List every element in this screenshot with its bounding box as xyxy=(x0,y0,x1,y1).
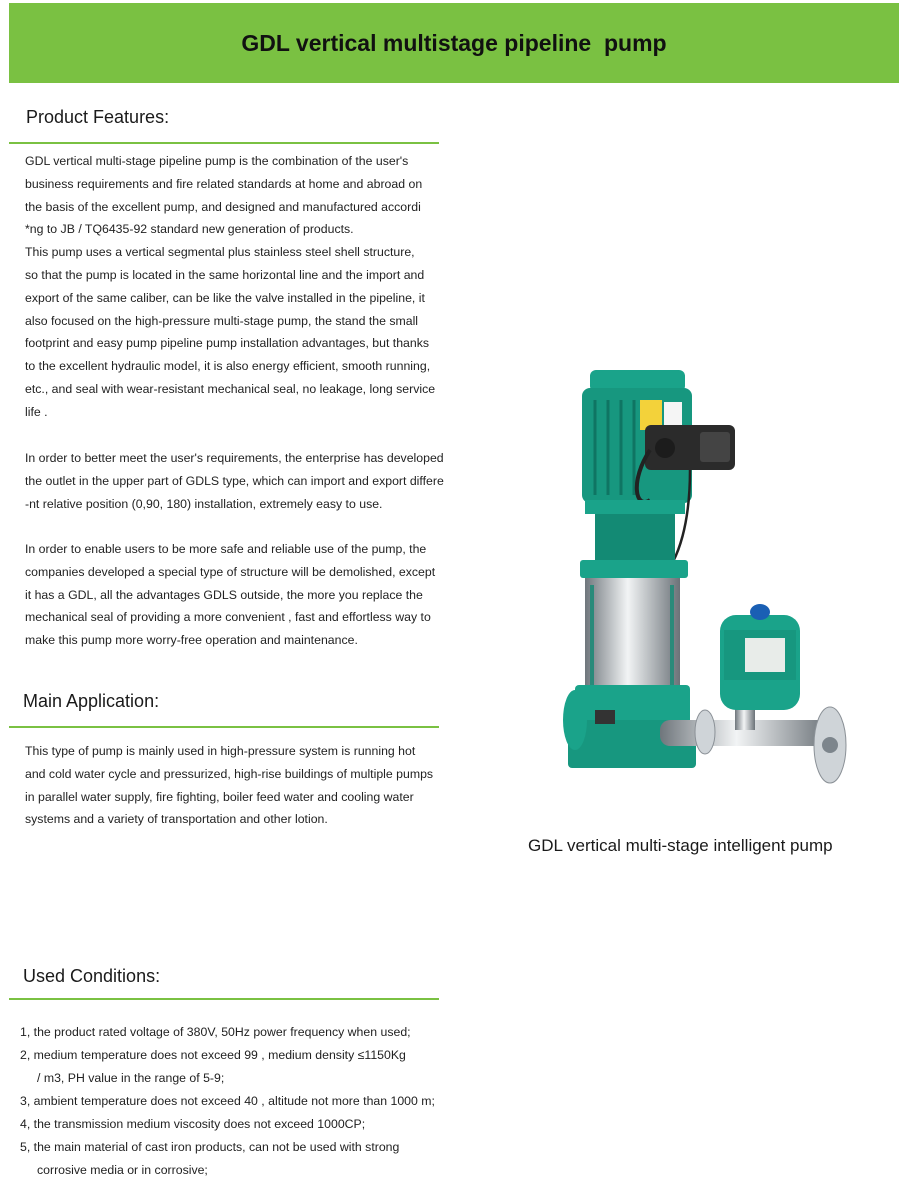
features-text-2 xyxy=(25,447,475,515)
pump-image-caption: GDL vertical multi-stage intelligent pump xyxy=(528,836,833,855)
condition-item-continuation: corrosive media or in corrosive; xyxy=(37,1163,208,1177)
application-heading: Main Application: xyxy=(23,691,160,711)
text-line: the basis of the excellent pump, and designed and manufactured accordi xyxy=(25,199,421,214)
text-line: make this pump more worry-free operation and maintenance. xyxy=(25,633,358,648)
text-line: etc., and seal with wear-resistant mechanical seal, no leakage, long service xyxy=(25,381,436,396)
text-line: In order to better meet the user's requirements, the enterprise has developed xyxy=(25,451,444,465)
condition-item-continuation: / m3, PH value in the range of 5-9; xyxy=(37,1071,225,1085)
condition-item: 5, the main material of cast iron products, can not be used with strong xyxy=(20,1140,400,1154)
condition-item: 2, medium temperature does not exceed 99 , medium density ≤1150Kg xyxy=(20,1048,406,1062)
features-paragraph-2 xyxy=(25,447,475,515)
condition-item: 4, the transmission medium viscosity does not exceed 1000CP; xyxy=(20,1117,366,1131)
features-divider xyxy=(9,142,439,144)
text-line: In order to enable users to be more safe and reliable use of the pump, the xyxy=(25,542,427,556)
application-divider xyxy=(9,726,439,728)
application-text xyxy=(25,740,475,831)
pump-product-image xyxy=(540,360,860,810)
text-line: export of the same caliber, can be like the valve installed in the pipeline, it xyxy=(25,290,425,305)
text-line: This type of pump is mainly used in high-pressure system is running hot xyxy=(25,744,416,758)
text-line: systems and a variety of transportation and other lotion. xyxy=(25,812,328,827)
text-line: mechanical seal of providing a more convenient , fast and effortless way to xyxy=(25,610,431,625)
text-line: in parallel water supply, fire fighting, boiler feed water and cooling water xyxy=(25,789,414,804)
condition-item: 3, ambient temperature does not exceed 40 , altitude not more than 1000 m; xyxy=(20,1094,435,1108)
text-line: business requirements and fire related standards at home and abroad on xyxy=(25,176,423,191)
text-line: so that the pump is located in the same horizontal line and the import and xyxy=(25,267,425,282)
conditions-divider xyxy=(9,998,439,1000)
text-line: -nt relative position (0,90, 180) installation, extremely easy to use. xyxy=(25,496,383,511)
text-line: to the excellent hydraulic model, it is also energy efficient, smooth running, xyxy=(25,359,431,374)
features-heading: Product Features: xyxy=(26,107,170,127)
text-line: *ng to JB / TQ6435-92 standard new generation of products. xyxy=(25,222,354,237)
text-line: This pump uses a vertical segmental plus stainless steel shell structure, xyxy=(25,245,415,260)
condition-item: 1, the product rated voltage of 380V, 50Hz power frequency when used; xyxy=(20,1025,411,1039)
conditions-heading: Used Conditions: xyxy=(23,966,161,986)
text-line: GDL vertical multi-stage pipeline pump is the combination of the user's xyxy=(25,154,409,168)
text-line: the outlet in the upper part of GDLS type, which can import and export differe xyxy=(25,473,444,488)
features-paragraph-3 xyxy=(25,538,475,652)
text-line: and cold water cycle and pressurized, high-rise buildings of multiple pumps xyxy=(25,766,434,781)
conditions-list xyxy=(20,1021,490,1182)
text-line: life . xyxy=(25,404,48,419)
features-text-3 xyxy=(25,538,475,652)
features-text xyxy=(25,150,475,424)
features-paragraph-1 xyxy=(25,150,475,424)
text-line: footprint and easy pump pipeline pump installation advantages, but thanks xyxy=(25,336,430,351)
text-line: companies developed a special type of structure will be demolished, except xyxy=(25,564,436,579)
text-line: also focused on the high-pressure multi-stage pump, the stand the small xyxy=(25,313,419,328)
header-banner xyxy=(9,3,899,83)
text-line: it has a GDL, all the advantages GDLS outside, the more you replace the xyxy=(25,587,423,602)
page-title: GDL vertical multistage pipeline pump xyxy=(241,29,667,56)
